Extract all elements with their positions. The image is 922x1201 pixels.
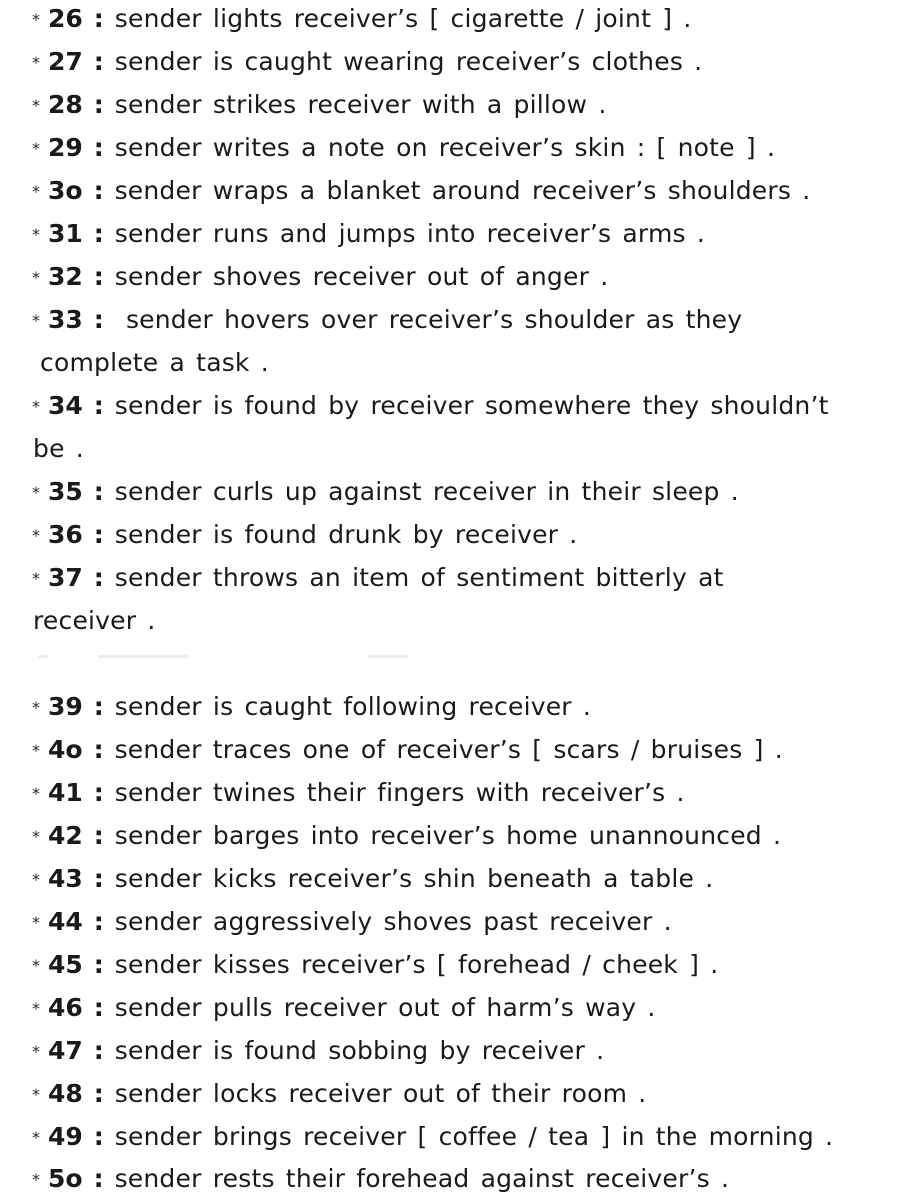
item-number: 42	[48, 821, 83, 850]
list-item	[32, 384, 902, 427]
asterisk-bullet: *	[32, 1042, 40, 1061]
colon-separator: :	[93, 477, 104, 506]
cropped-line-remnant	[38, 651, 438, 663]
item-number: 41	[48, 778, 83, 807]
colon-separator: :	[93, 1122, 104, 1151]
list-item	[32, 1157, 902, 1200]
item-number: 28	[48, 90, 83, 119]
list-item-continuation	[40, 341, 902, 384]
asterisk-bullet: *	[32, 741, 40, 760]
asterisk-bullet: *	[32, 870, 40, 889]
asterisk-bullet: *	[32, 956, 40, 975]
item-text: sender rests their forehead against receiver’s .	[114, 1164, 730, 1193]
item-text: sender strikes receiver with a pillow .	[114, 90, 607, 119]
item-number: 36	[48, 520, 83, 549]
colon-separator: :	[93, 262, 104, 291]
item-number: 31	[48, 219, 83, 248]
list-item	[32, 986, 902, 1029]
item-text: sender writes a note on receiver’s skin : [ note ] .	[114, 133, 776, 162]
asterisk-bullet: *	[32, 1085, 40, 1104]
list-item	[32, 513, 902, 556]
colon-separator: :	[93, 47, 104, 76]
item-text: sender is caught following receiver .	[114, 692, 592, 721]
colon-separator: :	[93, 950, 104, 979]
list-item	[32, 1072, 902, 1115]
list-item-continuation	[33, 599, 902, 642]
colon-separator: :	[93, 4, 104, 33]
colon-separator: :	[93, 1079, 104, 1108]
asterisk-bullet: *	[32, 784, 40, 803]
item-text: sender lights receiver’s [ cigarette / joint ] .	[114, 4, 692, 33]
asterisk-bullet: *	[32, 268, 40, 287]
colon-separator: :	[93, 692, 104, 721]
colon-separator: :	[93, 821, 104, 850]
asterisk-bullet: *	[32, 397, 40, 416]
item-text: sender shoves receiver out of anger .	[114, 262, 609, 291]
item-text: sender kicks receiver’s shin beneath a table .	[114, 864, 714, 893]
colon-separator: :	[93, 1164, 104, 1193]
item-text: sender aggressively shoves past receiver .	[114, 907, 672, 936]
item-number: 32	[48, 262, 83, 291]
colon-separator: :	[93, 219, 104, 248]
item-text: sender is caught wearing receiver’s clothes .	[114, 47, 703, 76]
item-text: sender twines their fingers with receiver’s .	[114, 778, 685, 807]
item-number: 49	[48, 1122, 83, 1151]
list-item	[32, 728, 902, 771]
colon-separator: :	[93, 391, 104, 420]
item-text-continuation: receiver .	[33, 606, 156, 635]
asterisk-bullet: *	[32, 311, 40, 330]
colon-separator: :	[93, 305, 104, 334]
item-number: 5o	[48, 1164, 83, 1193]
asterisk-bullet: *	[32, 1128, 40, 1147]
item-number: 26	[48, 4, 83, 33]
list-item	[32, 0, 902, 40]
list-item	[32, 83, 902, 126]
list-item	[32, 814, 902, 857]
asterisk-bullet: *	[32, 483, 40, 502]
item-number: 29	[48, 133, 83, 162]
list-item	[32, 169, 902, 212]
item-text: sender is found sobbing by receiver .	[114, 1036, 605, 1065]
asterisk-bullet: *	[32, 96, 40, 115]
colon-separator: :	[93, 176, 104, 205]
asterisk-bullet: *	[32, 569, 40, 588]
item-number: 44	[48, 907, 83, 936]
item-number: 33	[48, 305, 83, 334]
item-text-continuation: complete a task .	[40, 348, 269, 377]
asterisk-bullet: *	[32, 1170, 40, 1189]
colon-separator: :	[93, 563, 104, 592]
item-number: 27	[48, 47, 83, 76]
list-item	[32, 1115, 902, 1158]
item-number: 3o	[48, 176, 83, 205]
colon-separator: :	[93, 133, 104, 162]
asterisk-bullet: *	[32, 53, 40, 72]
item-number: 45	[48, 950, 83, 979]
list-item	[32, 1029, 902, 1072]
colon-separator: :	[93, 1036, 104, 1065]
colon-separator: :	[93, 735, 104, 764]
list-item	[32, 212, 902, 255]
item-number: 48	[48, 1079, 83, 1108]
asterisk-bullet: *	[32, 698, 40, 717]
item-text: sender is found drunk by receiver .	[114, 520, 578, 549]
colon-separator: :	[93, 520, 104, 549]
item-text: sender wraps a blanket around receiver’s shoulders .	[114, 176, 811, 205]
colon-separator: :	[93, 778, 104, 807]
list-item	[32, 556, 902, 599]
asterisk-bullet: *	[32, 913, 40, 932]
item-text: sender traces one of receiver’s [ scars / bruises ] .	[114, 735, 783, 764]
list-item	[32, 857, 902, 900]
item-number: 39	[48, 692, 83, 721]
item-number: 34	[48, 391, 83, 420]
item-text: sender barges into receiver’s home unannounced .	[114, 821, 782, 850]
item-number: 35	[48, 477, 83, 506]
list-item	[32, 943, 902, 986]
item-text: sender pulls receiver out of harm’s way .	[114, 993, 656, 1022]
item-number: 4o	[48, 735, 83, 764]
item-text: sender runs and jumps into receiver’s arms .	[114, 219, 706, 248]
list-item	[32, 255, 902, 298]
colon-separator: :	[93, 864, 104, 893]
item-text: sender is found by receiver somewhere they shouldn’t	[114, 391, 829, 420]
list-item	[32, 126, 902, 169]
item-text: sender locks receiver out of their room .	[114, 1079, 647, 1108]
asterisk-bullet: *	[32, 526, 40, 545]
list-item	[32, 40, 902, 83]
item-text-continuation: be .	[33, 434, 84, 463]
list-item	[32, 771, 902, 814]
item-text: sender throws an item of sentiment bitterly at	[114, 563, 724, 592]
list-item	[32, 900, 902, 943]
item-number: 47	[48, 1036, 83, 1065]
list-item	[32, 685, 902, 728]
item-number: 46	[48, 993, 83, 1022]
item-text: sender kisses receiver’s [ forehead / cheek ] .	[114, 950, 719, 979]
list-item	[32, 298, 902, 341]
list-item	[32, 470, 902, 513]
asterisk-bullet: *	[32, 139, 40, 158]
asterisk-bullet: *	[32, 999, 40, 1018]
item-number: 43	[48, 864, 83, 893]
item-text: sender curls up against receiver in their sleep .	[114, 477, 739, 506]
item-text: sender hovers over receiver’s shoulder as they	[114, 305, 743, 334]
asterisk-bullet: *	[32, 225, 40, 244]
asterisk-bullet: *	[32, 827, 40, 846]
item-number: 37	[48, 563, 83, 592]
colon-separator: :	[93, 993, 104, 1022]
asterisk-bullet: *	[32, 10, 40, 29]
colon-separator: :	[93, 907, 104, 936]
asterisk-bullet: *	[32, 182, 40, 201]
colon-separator: :	[93, 90, 104, 119]
list-item-continuation	[33, 427, 902, 470]
item-text: sender brings receiver [ coffee / tea ] in the morning .	[114, 1122, 834, 1151]
